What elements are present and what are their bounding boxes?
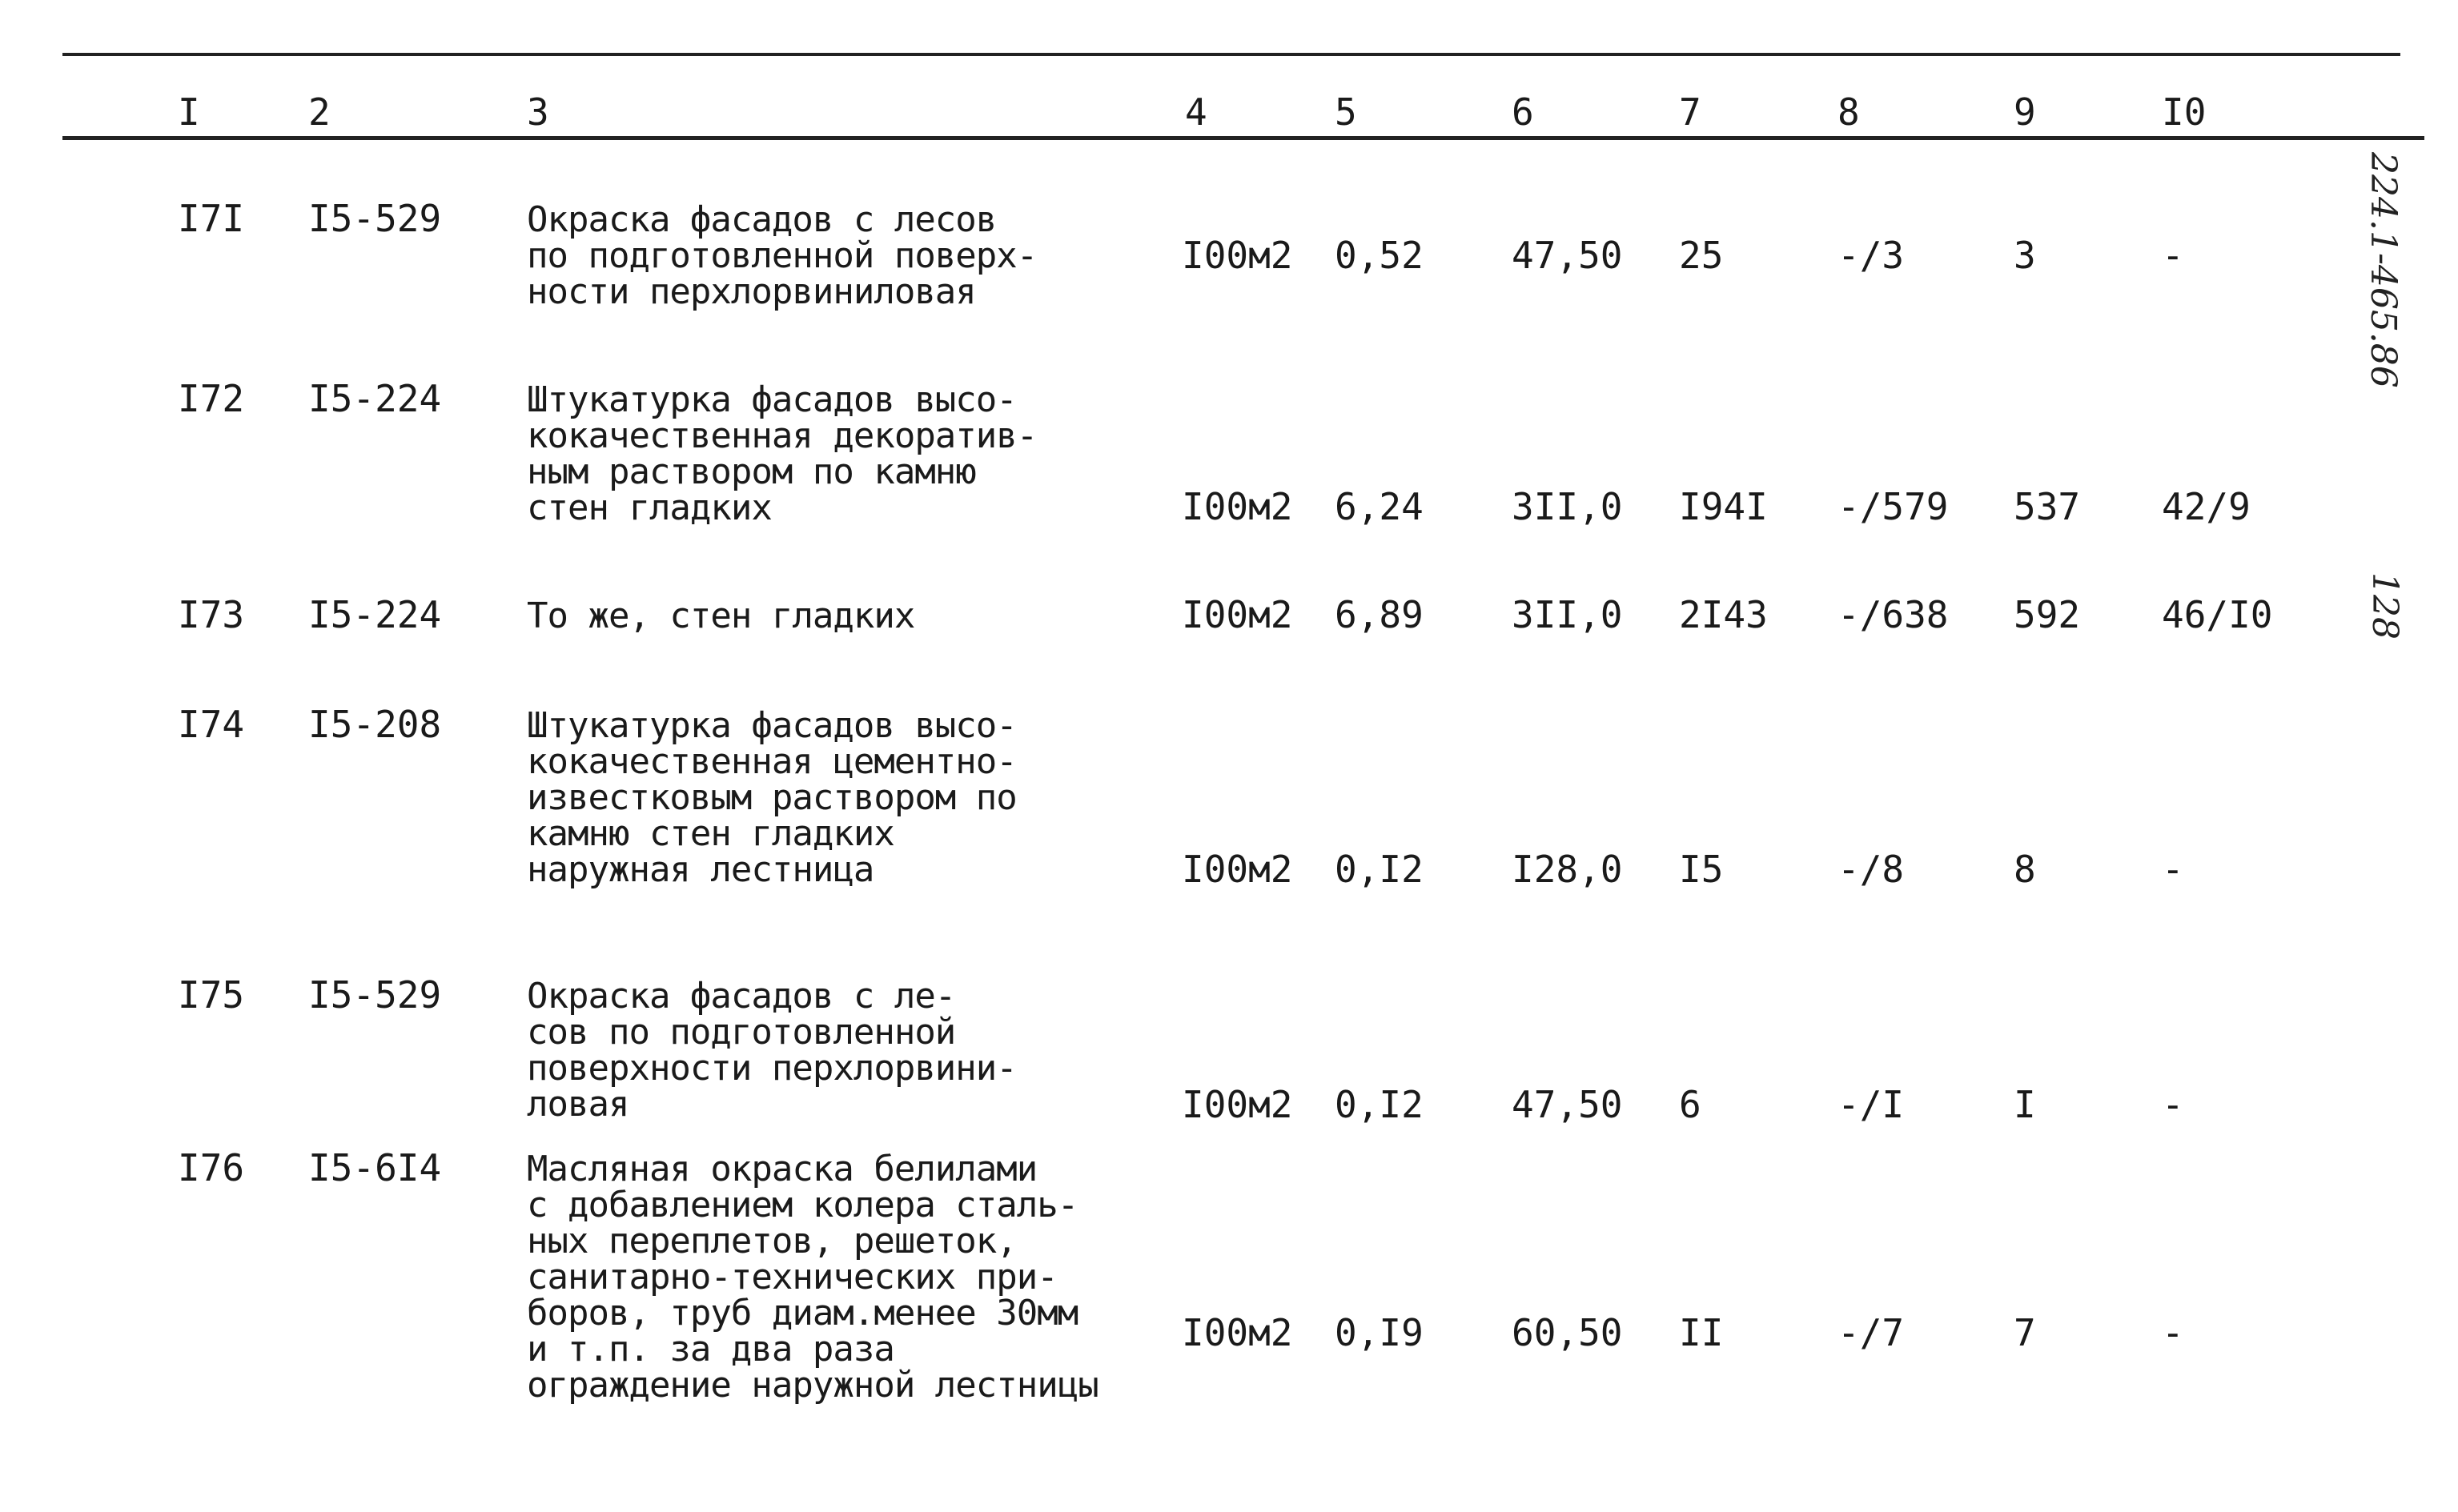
- top-rule: [62, 53, 2400, 56]
- column-header-5: 5: [1335, 90, 1357, 134]
- unit-price: I28,0: [1512, 848, 1623, 891]
- column-header-3: 3: [527, 90, 549, 134]
- unit: I00м2: [1182, 593, 1293, 636]
- unit-price: 60,50: [1512, 1311, 1623, 1354]
- column-9-value: 3: [2014, 234, 2036, 277]
- norm-code: I5-6I4: [308, 1146, 442, 1189]
- column-header-2: 2: [308, 90, 331, 134]
- column-header-10: I0: [2162, 90, 2207, 134]
- column-8-value: -/I: [1837, 1083, 1905, 1126]
- column-header-9: 9: [2014, 90, 2036, 134]
- row-number: I7I: [178, 197, 245, 240]
- page-number-margin: 128: [2364, 572, 2405, 640]
- document-code-margin: 224.1-465.86: [2363, 152, 2404, 388]
- column-header-8: 8: [1837, 90, 1860, 134]
- unit: I00м2: [1182, 485, 1293, 528]
- column-8-value: -/638: [1837, 593, 1949, 636]
- unit: I00м2: [1182, 1311, 1293, 1354]
- work-description: Окраска фасадов с ле- сов по подготовленной поверхности перхлорвини- ловая: [527, 976, 1017, 1125]
- column-9-value: 537: [2014, 485, 2081, 528]
- column-header-7: 7: [1679, 90, 1701, 134]
- unit-price: 3II,0: [1512, 485, 1623, 528]
- norm-code: I5-529: [308, 197, 442, 240]
- header-rule: [62, 136, 2424, 140]
- norm-code: I5-224: [308, 593, 442, 636]
- column-8-value: -/7: [1837, 1311, 1905, 1354]
- column-10-value: -: [2162, 1311, 2184, 1354]
- unit-price: 47,50: [1512, 1083, 1623, 1126]
- column-header-1: I: [178, 90, 200, 134]
- column-9-value: 8: [2014, 848, 2036, 891]
- work-description: Масляная окраска белилами с добавлением колера сталь- ных переплетов, решеток, санитарно-технических при- боров, труб диам.менее 30мм и т.п. за два раза ограждение наружной лестницы: [527, 1149, 1098, 1406]
- column-8-value: -/3: [1837, 234, 1905, 277]
- work-description: То же, стен гладких: [527, 596, 915, 636]
- total-cost: II: [1679, 1311, 1724, 1354]
- unit-price: 47,50: [1512, 234, 1623, 277]
- quantity: 0,52: [1335, 234, 1424, 277]
- column-10-value: -: [2162, 234, 2184, 277]
- column-10-value: 46/I0: [2162, 593, 2273, 636]
- column-10-value: -: [2162, 1083, 2184, 1126]
- column-10-value: -: [2162, 848, 2184, 891]
- column-header-4: 4: [1185, 90, 1207, 134]
- row-number: I74: [178, 703, 245, 746]
- quantity: 0,I2: [1335, 1083, 1424, 1126]
- row-number: I76: [178, 1146, 245, 1189]
- total-cost: 6: [1679, 1083, 1701, 1126]
- norm-code: I5-208: [308, 703, 442, 746]
- column-8-value: -/579: [1837, 485, 1949, 528]
- quantity: 0,I9: [1335, 1311, 1424, 1354]
- column-10-value: 42/9: [2162, 485, 2251, 528]
- column-9-value: I: [2014, 1083, 2036, 1126]
- unit: I00м2: [1182, 1083, 1293, 1126]
- row-number: I73: [178, 593, 245, 636]
- row-number: I75: [178, 973, 245, 1017]
- work-description: Штукатурка фасадов высо- кокачественная цементно- известковым раствором по камню стен гладких наружная лестница: [527, 705, 1017, 890]
- unit: I00м2: [1182, 848, 1293, 891]
- row-number: I72: [178, 377, 245, 420]
- total-cost: 2I43: [1679, 593, 1768, 636]
- column-8-value: -/8: [1837, 848, 1905, 891]
- quantity: 6,24: [1335, 485, 1424, 528]
- work-description: Окраска фасадов с лесов по подготовленной поверх- ности перхлорвиниловая: [527, 199, 1038, 312]
- norm-code: I5-529: [308, 973, 442, 1017]
- total-cost: I94I: [1679, 485, 1768, 528]
- work-description: Штукатурка фасадов высо- кокачественная декоратив- ным раствором по камню стен гладких: [527, 379, 1038, 528]
- total-cost: I5: [1679, 848, 1724, 891]
- column-header-6: 6: [1512, 90, 1534, 134]
- quantity: 6,89: [1335, 593, 1424, 636]
- quantity: 0,I2: [1335, 848, 1424, 891]
- total-cost: 25: [1679, 234, 1724, 277]
- column-9-value: 7: [2014, 1311, 2036, 1354]
- norm-code: I5-224: [308, 377, 442, 420]
- column-9-value: 592: [2014, 593, 2081, 636]
- unit-price: 3II,0: [1512, 593, 1623, 636]
- unit: I00м2: [1182, 234, 1293, 277]
